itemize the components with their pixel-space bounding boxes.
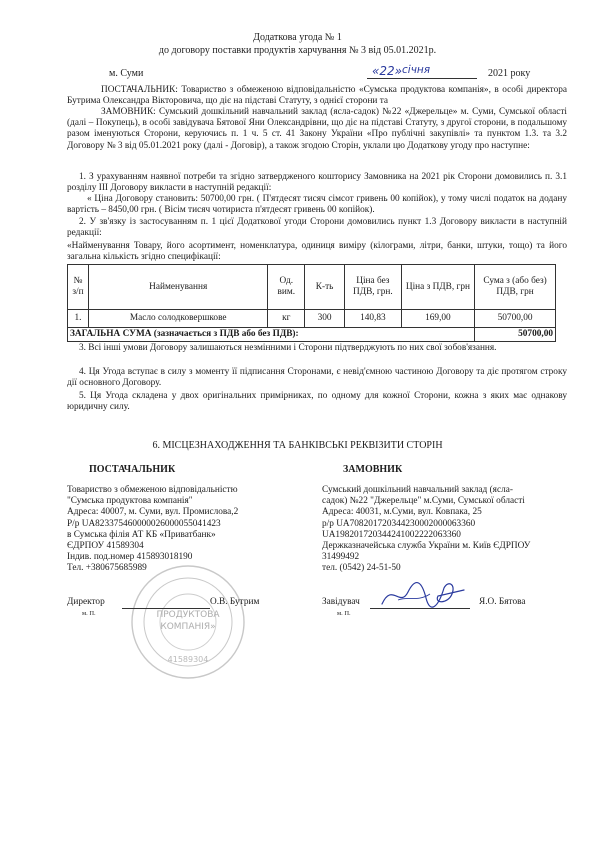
col-header-num: № з/п <box>68 265 89 310</box>
supplier-role: Директор <box>67 597 105 607</box>
clause-2: 2. У зв'язку із застосуванням п. 1 цієї Додаткової угоди Сторони домовились пункт 1.3 Договору викласти в наступній редакції: <box>67 217 567 239</box>
total-label: ЗАГАЛЬНА СУМА (зазначається з ПДВ або без ПДВ): <box>68 328 475 342</box>
supplier-mp-label: м. П. <box>82 610 96 617</box>
customer-line: тел. (0542) 24-51-50 <box>322 563 401 574</box>
col-header-price-no-vat: Ціна без ПДВ, грн. <box>345 265 402 310</box>
date-underline <box>367 78 477 79</box>
date-year: 2021 року <box>488 68 531 79</box>
clause-5: 5. Ця Угода складена у двох оригінальних примірниках, по одному для кожної Сторони, кожна з яких має однакову юридичну силу. <box>67 391 567 413</box>
supplier-line: ЄДРПОУ 41589304 <box>67 541 144 552</box>
date-day: «22» <box>372 64 403 78</box>
table-total-row <box>68 328 556 342</box>
customer-line: 31499492 <box>322 552 360 563</box>
section-6-title: 6. МІСЦЕЗНАХОДЖЕННЯ ТА БАНКІВСЬКІ РЕКВІЗИТИ СТОРІН <box>152 440 443 451</box>
supplier-line: Індив. под.номер 415893018190 <box>67 552 193 563</box>
customer-details <box>322 485 572 575</box>
svg-text:КОМПАНІЯ»: КОМПАНІЯ» <box>160 622 216 632</box>
col-header-qty: К-ть <box>305 265 345 310</box>
supplier-signatory-name: О.В. Бутрим <box>210 597 260 607</box>
svg-text:ПРОДУКТОВА: ПРОДУКТОВА <box>156 610 220 620</box>
customer-line: Адреса: 40031, м.Суми, вул. Ковпака, 25 <box>322 507 482 518</box>
customer-signatory-name: Я.О. Бятова <box>479 597 526 607</box>
supplier-line: Адреса: 40007, м. Суми, вул. Промислова,2 <box>67 507 239 518</box>
customer-line: р/р UA708201720344230002000063360 <box>322 518 476 529</box>
col-header-name: Найменування <box>88 265 267 310</box>
clause-1: 1. З урахуванням наявної потреби та згідно затвердженого кошторису Замовника на 2021 рік Сторони домовились п. 3.1 розділу ІІІ Договору викласти в наступній редакції: <box>67 172 567 194</box>
agreement-subtitle: до договору поставки продуктів харчування № 3 від 05.01.2021р. <box>158 45 437 56</box>
customer-heading: ЗАМОВНИК <box>343 464 403 475</box>
supplier-line: Товариство з обмеженою відповідальністю <box>67 485 238 495</box>
cell-name: Масло солодковершкове <box>88 310 267 328</box>
clause-4: 4. Ця Угода вступає в силу з моменту її підписання Сторонами, є невід'ємною частиною Договору та діє протягом строку дії основного Договору. <box>67 367 567 389</box>
supplier-line: "Сумська продуктова компанія" <box>67 496 193 507</box>
supplier-line: Тел. +380675685989 <box>67 563 147 574</box>
clause-2-quote: «Найменування Товару, його асортимент, номенклатура, одиниця виміру (кілограми, літри, банки, штуки, тощо) та його загальна кількість згідно специфікації: <box>67 241 567 263</box>
cell-num: 1. <box>68 310 89 328</box>
date-month: січня <box>402 64 431 76</box>
cell-price-no-vat: 140,83 <box>345 310 402 328</box>
table-row <box>68 310 556 328</box>
total-value: 50700,00 <box>475 328 556 342</box>
specification-table <box>67 264 556 342</box>
clause-3: 3. Всі інші умови Договору залишаються незмінними і Сторони підтверджують по них свої зобов'язання. <box>79 343 497 353</box>
customer-line: Держказначейська служба України м. Київ ЄДРПОУ <box>322 541 531 552</box>
col-header-price-vat: Ціна з ПДВ, грн <box>401 265 474 310</box>
customer-line: Сумський дошкільний навчальний заклад (ясла- <box>322 485 513 495</box>
customer-signature <box>378 578 468 612</box>
supplier-signature-line <box>122 608 210 609</box>
customer-signature-line <box>370 608 470 609</box>
customer-role: Завідувач <box>322 597 360 607</box>
supplier-line: Р/р UA823375460000026000055041423 <box>67 518 221 529</box>
supplier-intro: ПОСТАЧАЛЬНИК: Товариство з обмеженою відповідальністю «Сумська продуктова компанія», в особі директора Бутрима Олександра Вікторовича, що діє на підставі Статуту, з однієї сторони та <box>67 85 567 107</box>
supplier-heading: ПОСТАЧАЛЬНИК <box>89 464 176 475</box>
cell-unit: кг <box>268 310 305 328</box>
supplier-line: в Сумська філія АТ КБ «Приватбанк» <box>67 529 216 540</box>
customer-line: UA198201720344241002222063360 <box>322 529 461 540</box>
customer-mp-label: м. П. <box>337 610 351 617</box>
customer-line: садок) №22 "Джерельце" м.Суми, Сумської області <box>322 496 525 507</box>
customer-intro: ЗАМОВНИК: Сумський дошкільний навчальний заклад (ясла-садок) №22 «Джерельце» м. Суми, Сумської області (далі – Покупець), в особі завідувача Бятової Яни Олександрівни, що діє на підставі Статуту, з другої сторони, в подальшому разом іменуються Сторони, керуючись п. 1 ч. 5 ст. 41 Закону України «Про публічні закупівлі» та пунктом 1.3. та 3.2 Договору № 3 від 05.01.2021 року (далі - Договір), а також згодою Сторін, уклали цю Додаткову угоду про наступне: <box>67 107 567 151</box>
cell-qty: 300 <box>305 310 345 328</box>
table-header-row <box>68 265 556 310</box>
city-label: м. Суми <box>109 68 144 79</box>
col-header-unit: Од. вим. <box>268 265 305 310</box>
svg-text:41589304: 41589304 <box>167 655 209 664</box>
company-stamp <box>128 562 248 682</box>
clause-1-quote: « Ціна Договору становить: 50700,00 грн. ( П'ятдесят тисяч сімсот гривень 00 копійок), у тому числі податок на додану вартість – 8450,00 грн. ( Вісім тисяч чотириста п'ятдесят гривень 00 копійок). <box>67 194 567 216</box>
cell-price-vat: 169,00 <box>401 310 474 328</box>
cell-sum: 50700,00 <box>475 310 556 328</box>
col-header-sum: Сума з (або без) ПДВ, грн <box>475 265 556 310</box>
agreement-title: Додаткова угода № 1 <box>253 32 342 43</box>
